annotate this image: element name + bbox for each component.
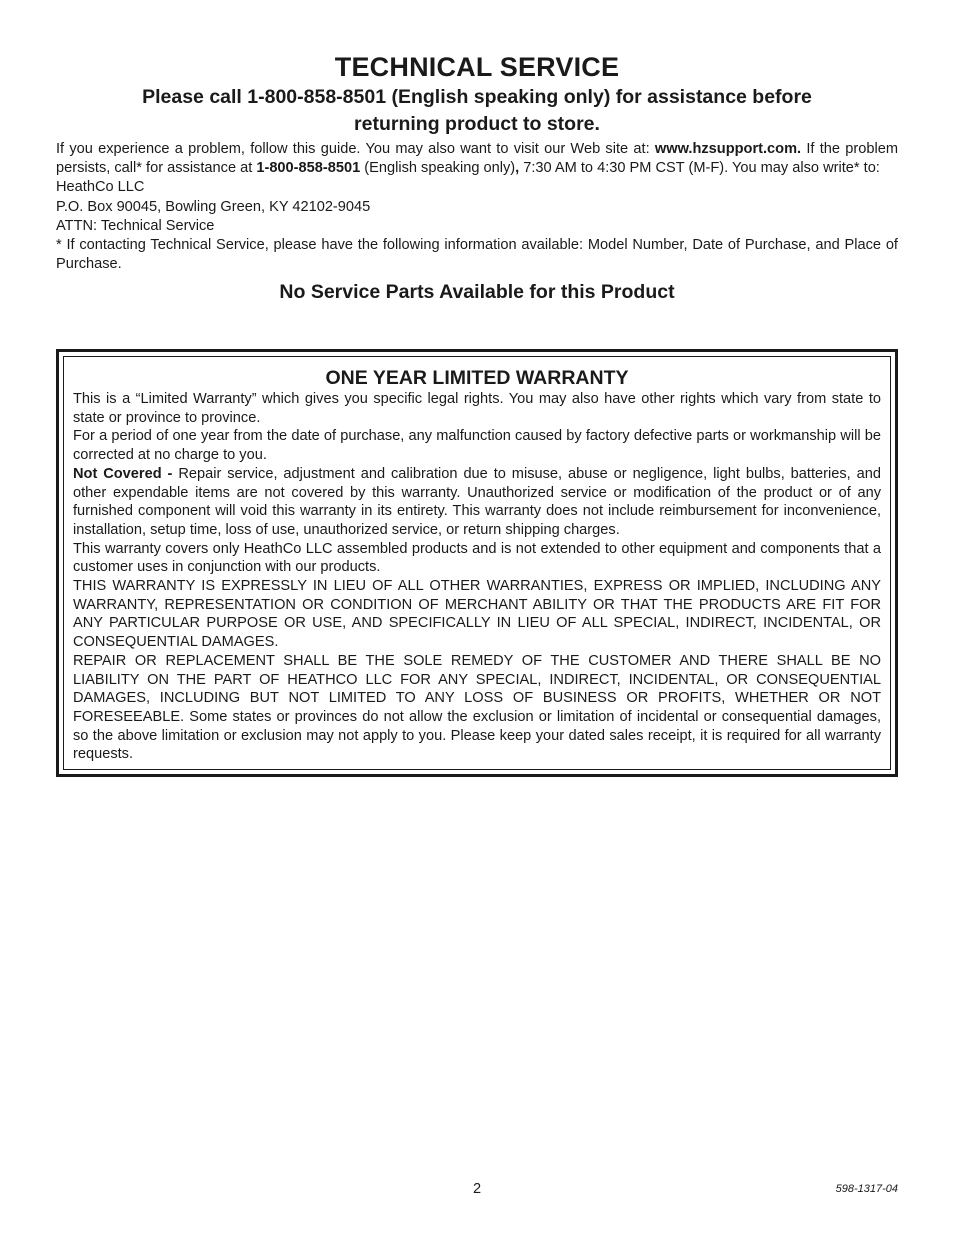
intro-text-2: If the problem persists, call* for assistance at [56,141,898,177]
intro-text-4: 7:30 AM to 4:30 PM CST (M-F). You may also write* to: [519,160,880,177]
call-instruction-line-2: returning product to store. [354,113,600,135]
intro-paragraph [56,140,898,178]
website-link[interactable]: www.hzsupport.com. [654,141,802,157]
warranty-paragraph-4: This warranty covers only HeathCo LLC assembled products and is not extended to other equipment and components that a customer uses in conjunction with our products. [73,540,881,576]
call-instruction-line-1: Please call 1-800-858-8501 (English speaking only) for assistance before [142,86,812,108]
document-code: 598-1317-04 [835,1183,898,1195]
page-number: 2 [472,1181,482,1197]
warranty-box-inner [63,356,891,770]
phone-number: 1-800-858-8501 [256,160,361,177]
technical-service-section [56,52,898,304]
warranty-box [56,349,898,777]
no-service-parts-heading: No Service Parts Available for this Product [279,281,675,304]
intro-comma: , [515,160,520,177]
address-attn: ATTN: Technical Service [56,217,215,234]
warranty-paragraph-2: For a period of one year from the date of purchase, any malfunction caused by factory defective parts or workmanship will be corrected at no charge to you. [73,428,881,464]
warranty-title: ONE YEAR LIMITED WARRANTY [325,367,629,389]
warranty-paragraph-3 [73,465,881,540]
address-company: HeathCo LLC [56,179,145,196]
not-covered-label: Not Covered - [73,465,173,482]
warranty-paragraph-5: THIS WARRANTY IS EXPRESSLY IN LIEU OF ALL OTHER WARRANTIES, EXPRESS OR IMPLIED, INCLUDING ANY WARRANTY, REPRESENTATION OR CONDITION OF MERCHANT ABILITY OR THAT THE PRODUCTS ARE FIT FOR ANY PARTICULAR PURPOSE OR USE, AND SPECIFICALLY IN LIEU OF ALL SPECIAL, INDIRECT, INCIDENTAL, OR CONSEQUENTIAL DAMAGES. [73,578,881,651]
page-title: TECHNICAL SERVICE [334,52,620,82]
call-instruction [56,84,898,138]
intro-text-1: If you experience a problem, follow this guide. You may also want to visit our Web site at: [56,141,655,157]
warranty-paragraph-1: This is a “Limited Warranty” which gives you specific legal rights. You may also have other rights which vary from state to state or province to province. [73,391,881,426]
warranty-paragraph-6: REPAIR OR REPLACEMENT SHALL BE THE SOLE REMEDY OF THE CUSTOMER AND THERE SHALL BE NO LIABILITY ON THE PART OF HEATHCO LLC FOR ANY SPECIAL, INDIRECT, INCIDENTAL, OR CONSEQUENTIAL DAMAGES, INCLUDING BUT NOT LIMITED TO ANY LOSS OF BUSINESS OR PROFITS, WHETHER OR NOT FORESEEABLE. Some states or provinces do not allow the exclusion or limitation of incidental or consequential damages, so the above limitation or exclusion may not apply to you. Please keep your dated sales receipt, it is required for all warranty requests. [73,652,881,763]
address-po-box: P.O. Box 90045, Bowling Green, KY 42102-9045 [56,198,371,215]
footnote: * If contacting Technical Service, please have the following information available: Model Number, Date of Purchase, and Place of Purchase. [56,237,898,273]
not-covered-text: Repair service, adjustment and calibration due to misuse, abuse or negligence, light bulbs, batteries, and other expendable items are not covered by this warranty. Unauthorized service or modification of the product or of any furnished component will void this warranty in its entirety. This warranty does not include reimbursement for inconvenience, installation, setup time, loss of use, unauthorized service, or return shipping charges. [73,465,881,538]
intro-text-3: (English speaking only) [360,160,516,177]
